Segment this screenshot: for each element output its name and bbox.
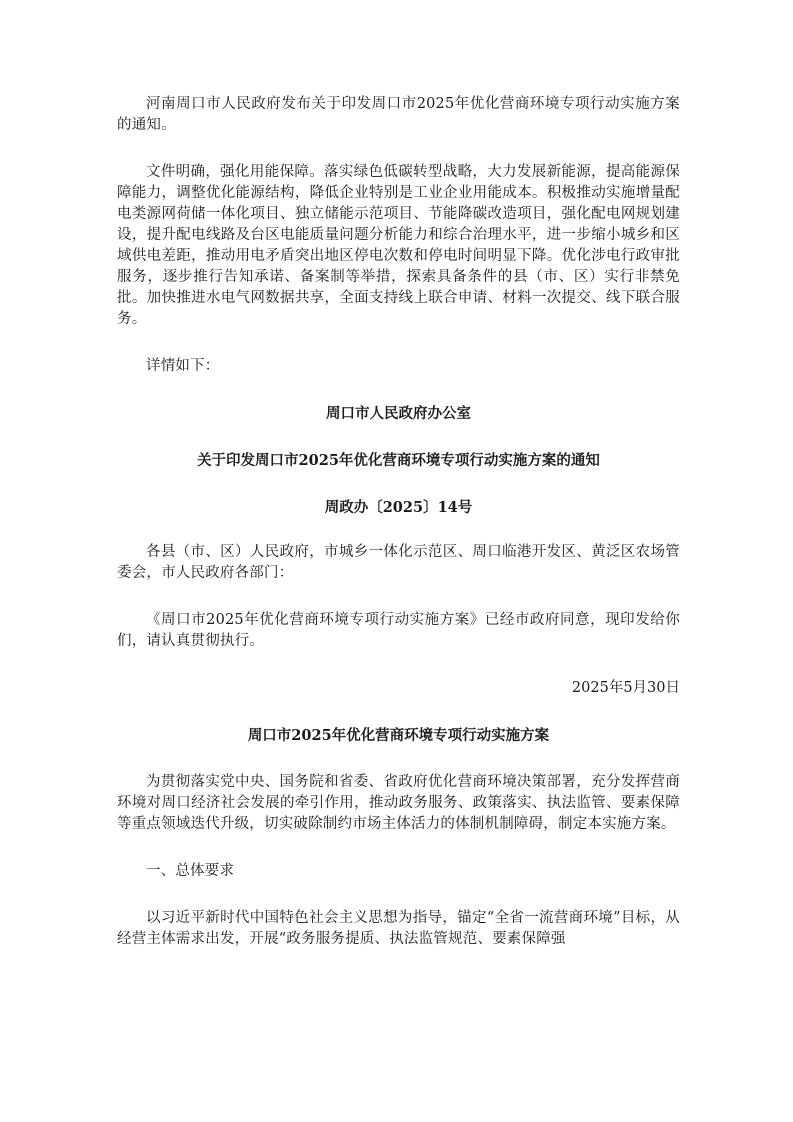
notice-title: 关于印发周口市2025年优化营商环境专项行动实施方案的通知 — [197, 452, 600, 469]
intro-paragraph: 河南周口市人民政府发布关于印发周口市2025年优化营商环境专项行动实施方案的通知。 — [117, 96, 680, 133]
notice-date: 2025年5月30日 — [571, 680, 680, 696]
notice-body: 《周口市2025年优化营商环境专项行动实施方案》已经市政府同意，现印发给你们，请认真贯彻执行。 — [117, 612, 680, 649]
section1-heading: 一、总体要求 — [146, 863, 235, 879]
plan-title: 周口市2025年优化营商环境专项行动实施方案 — [247, 727, 550, 744]
notice-addressees: 各县（市、区）人民政府，市城乡一体化示范区、周口临港开发区、黄泛区农场管委会，市人民政府各部门： — [117, 544, 680, 581]
notice-issuer: 周口市人民政府办公室 — [326, 405, 471, 422]
summary-paragraph: 文件明确，强化用能保障。落实绿色低碳转型战略，大力发展新能源，提高能源保障能力，调整优化能源结构，降低企业特别是工业企业用能成本。积极推动实施增量配电类源网荷储一体化项目、独立储能示范项目、节能降碳改造项目，强化配电网规划建设，提升配电线路及台区电能质量问题分析能力和综合治理水平，进一步缩小城乡和区域供电差距，推动用电矛盾突出地区停电次数和停电时间明显下降。优化涉电行政审批服务，逐步推行告知承诺、备案制等举措，探索具备条件的县（市、区）实行非禁免批。加快推进水电气网数据共享，全面支持线上联合申请、材料一次提交、线下联合服务。 — [117, 164, 680, 327]
document-page — [117, 94, 680, 950]
details-label: 详情如下： — [146, 358, 220, 374]
section1-body: 以习近平新时代中国特色社会主义思想为指导，锚定“全省一流营商环境”目标，从经营主体需求出发，开展“政务服务提质、执法监管规范、要素保障强 — [117, 910, 680, 947]
plan-preamble: 为贯彻落实党中央、国务院和省委、省政府优化营商环境决策部署，充分发挥营商环境对周口经济社会发展的牵引作用，推动政务服务、政策落实、执法监管、要素保障等重点领域迭代升级，切实破除制约市场主体活力的体制机制障碍，制定本实施方案。 — [117, 774, 680, 832]
notice-doc-number: 周政办〔2025〕14号 — [324, 499, 473, 516]
